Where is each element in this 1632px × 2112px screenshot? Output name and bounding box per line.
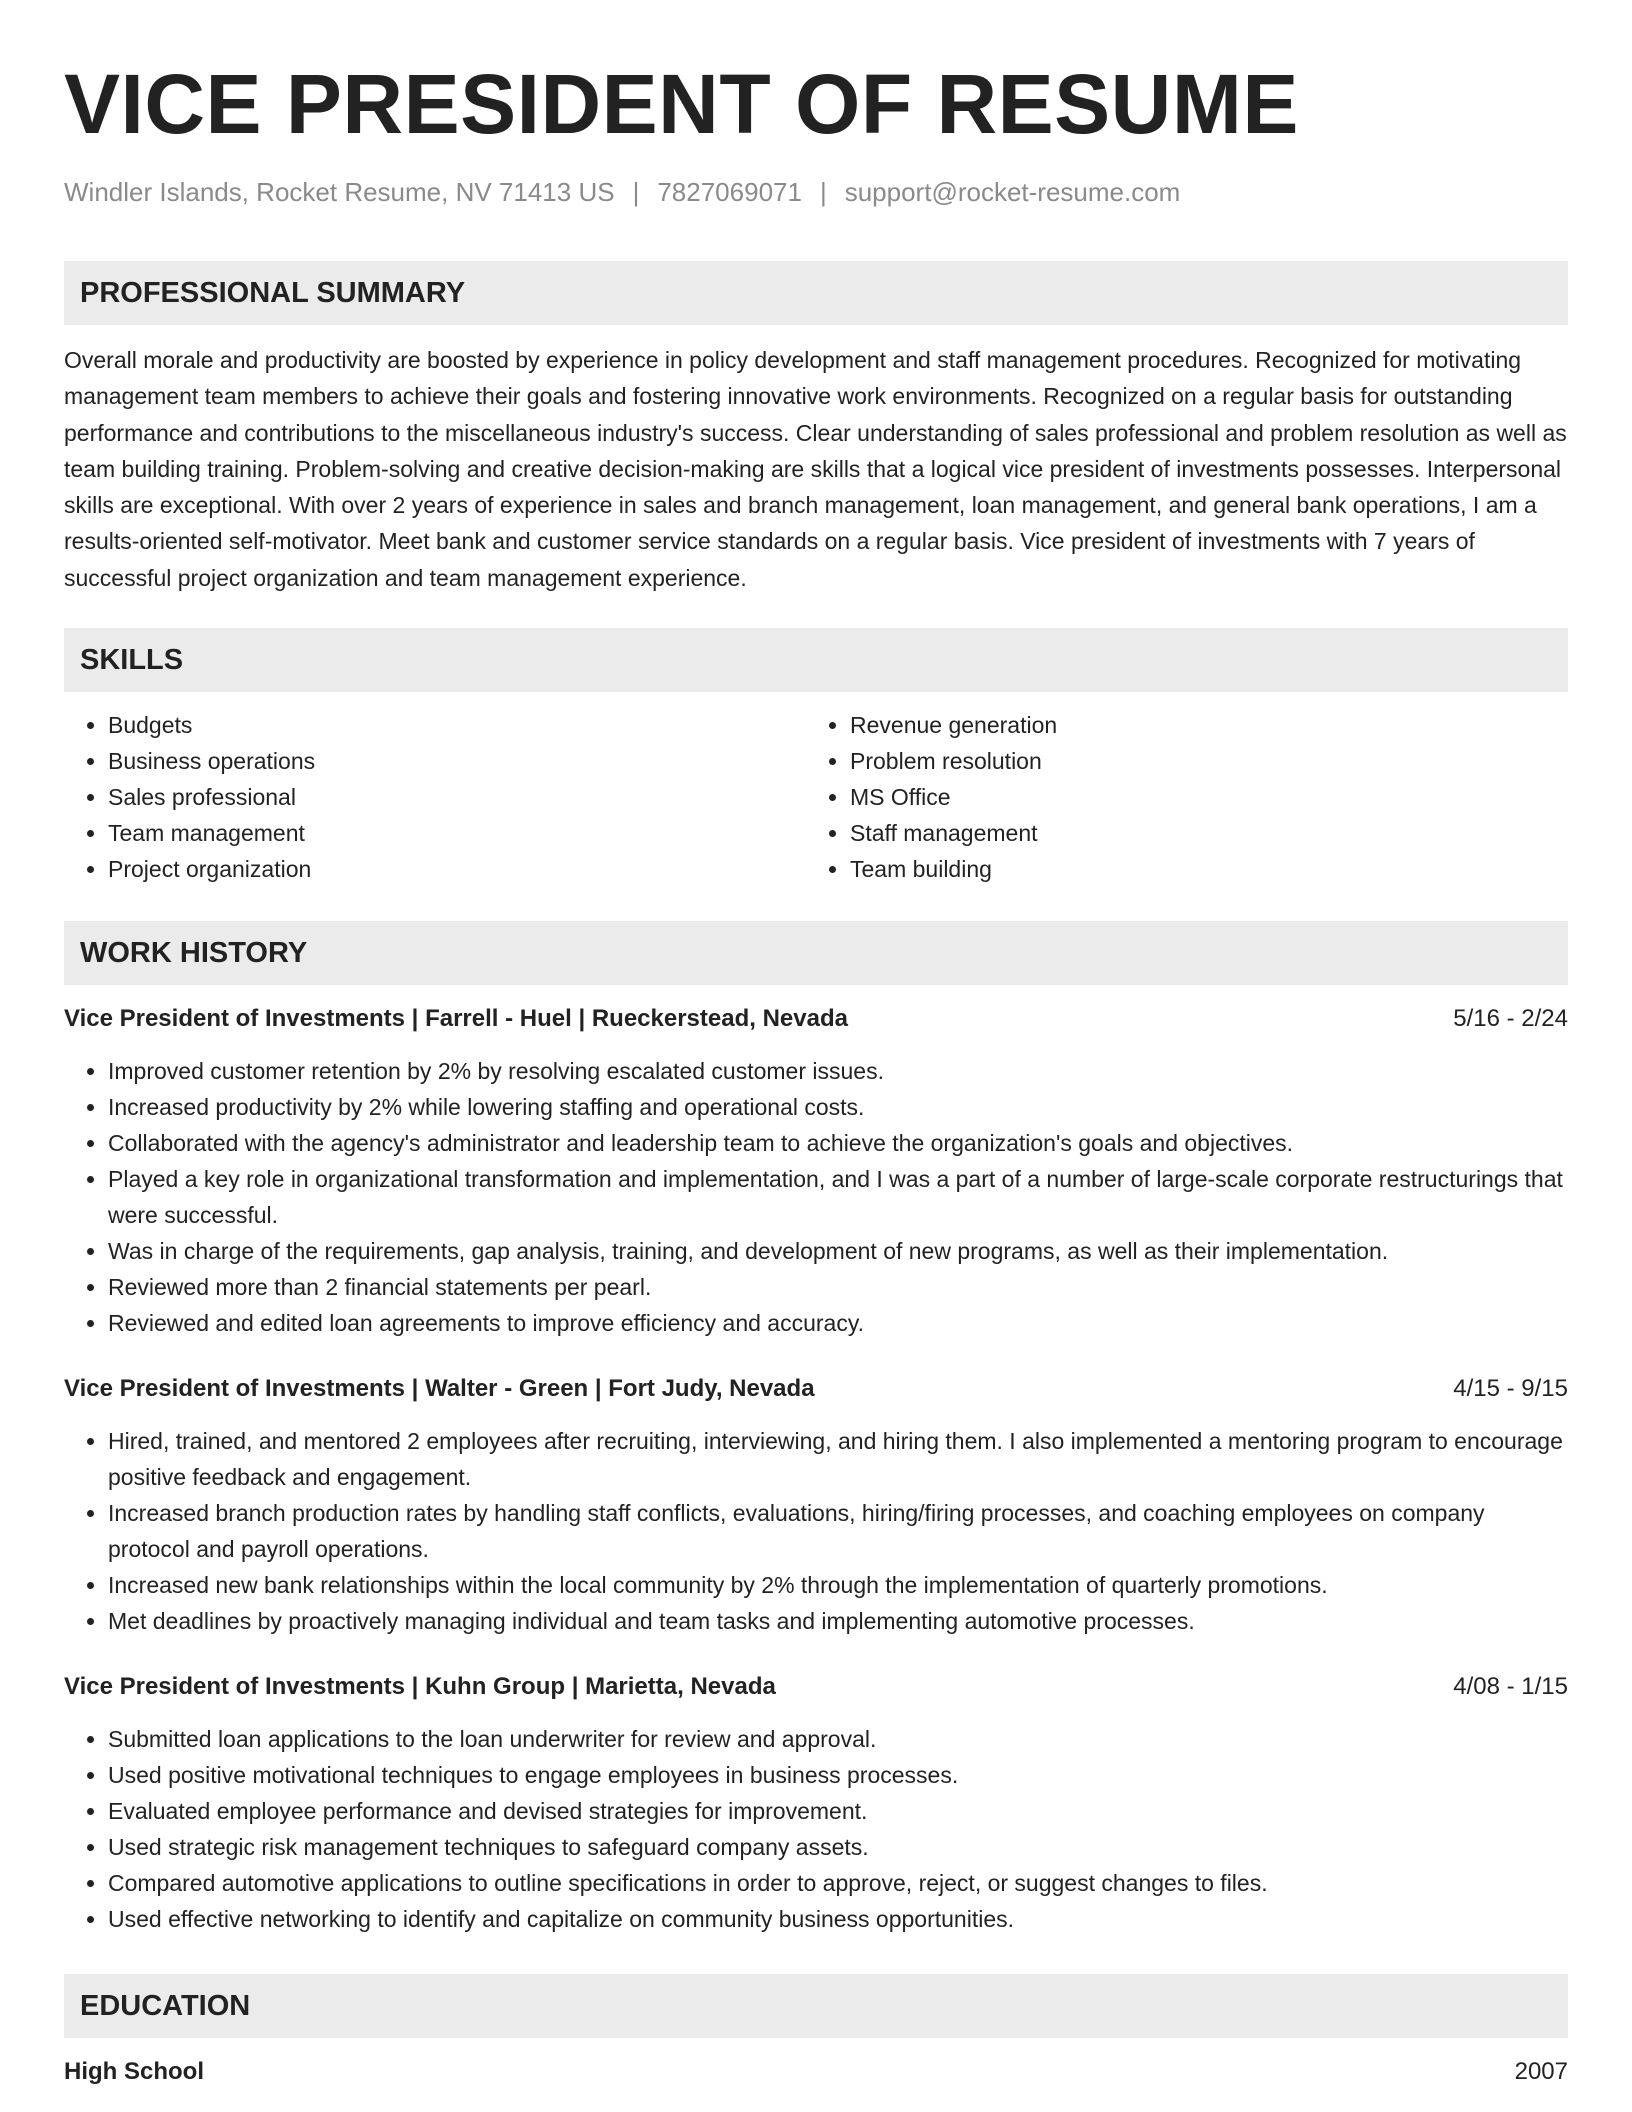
contact-line (64, 176, 1568, 208)
summary-section-header: PROFESSIONAL SUMMARY (64, 261, 1568, 325)
job-entry (64, 1373, 1568, 1639)
summary-text: Overall morale and productivity are boosted by experience in policy development and staff management procedures. Recognized for motivating management team members to achieve their goals and fostering innovative work environments. Recognized on a regular basis for outstanding performance and contributions to the miscellaneous industry's success. Clear understanding of sales professional and problem resolution as well as team building training. Problem-solving and creative decision-making are skills that a logical vice president of investments possesses. Interpersonal skills are exceptional. With over 2 years of experience in sales and branch management, loan management, and general bank operations, I am a results-oriented self-motivator. Meet bank and customer service standards on a regular basis. Vice president of investments with 7 years of successful project organization and team management experience. (64, 347, 1567, 591)
job-entry (64, 1671, 1568, 1937)
job-bullet: • Reviewed more than 2 financial statements per pearl. (108, 1269, 1568, 1305)
education-school: High School (64, 2058, 204, 2086)
skill-item: • Project organization (108, 851, 806, 887)
job-heading-row (64, 1003, 1568, 1035)
contact-separator: | (632, 177, 640, 207)
job-dates: 4/08 - 1/15 (1453, 1673, 1568, 1701)
job-title: Vice President of Investments | Kuhn Group | Marietta, Nevada (64, 1673, 776, 1701)
skills-column-left (64, 707, 806, 887)
candidate-name: VICE PRESIDENT OF RESUME (64, 57, 1299, 151)
job-entry (64, 1003, 1568, 1341)
skill-item: • Staff management (850, 815, 1548, 851)
skill-item: • Problem resolution (850, 743, 1548, 779)
job-bullet: • Improved customer retention by 2% by resolving escalated customer issues. (108, 1053, 1568, 1089)
work-history-section-header: WORK HISTORY (64, 921, 1568, 985)
education-section-header: EDUCATION (64, 1974, 1568, 2038)
contact-separator: | (819, 177, 827, 207)
skill-item: • Team building (850, 851, 1548, 887)
skill-item: • Revenue generation (850, 707, 1548, 743)
job-bullet: • Used effective networking to identify and capitalize on community business opportunities. (108, 1901, 1568, 1937)
job-bullet: • Used positive motivational techniques to engage employees in business processes. (108, 1757, 1568, 1793)
skills-column-right (806, 707, 1548, 887)
job-bullet: • Collaborated with the agency's administrator and leadership team to achieve the organization's goals and objectives. (108, 1125, 1568, 1161)
job-bullet: • Hired, trained, and mentored 2 employees after recruiting, interviewing, and hiring them. I also implemented a mentoring program to encourage positive feedback and engagement. (108, 1423, 1568, 1495)
job-heading-row (64, 1373, 1568, 1405)
skills-section-header: SKILLS (64, 628, 1568, 692)
job-dates: 5/16 - 2/24 (1453, 1005, 1568, 1033)
skill-item: • Team management (108, 815, 806, 851)
job-bullet: • Reviewed and edited loan agreements to improve efficiency and accuracy. (108, 1305, 1568, 1341)
job-bullet: • Increased productivity by 2% while lowering staffing and operational costs. (108, 1089, 1568, 1125)
skill-item: • MS Office (850, 779, 1548, 815)
contact-address: Windler Islands, Rocket Resume, NV 71413 US (64, 177, 615, 207)
job-bullets (64, 1721, 1568, 1937)
job-heading-row (64, 1671, 1568, 1703)
job-bullet: • Met deadlines by proactively managing individual and team tasks and implementing automotive processes. (108, 1603, 1568, 1639)
job-bullet: • Submitted loan applications to the loan underwriter for review and approval. (108, 1721, 1568, 1757)
job-bullet: • Increased branch production rates by handling staff conflicts, evaluations, hiring/firing processes, and coaching employees on company protocol and payroll operations. (108, 1495, 1568, 1567)
job-bullets (64, 1053, 1568, 1341)
job-bullet: • Played a key role in organizational transformation and implementation, and I was a part of a number of large-scale corporate restructurings that were successful. (108, 1161, 1568, 1233)
job-title: Vice President of Investments | Walter - Green | Fort Judy, Nevada (64, 1375, 815, 1403)
job-title: Vice President of Investments | Farrell - Huel | Rueckerstead, Nevada (64, 1005, 848, 1033)
skill-item: • Budgets (108, 707, 806, 743)
job-bullets (64, 1423, 1568, 1639)
job-bullet: • Was in charge of the requirements, gap analysis, training, and development of new programs, as well as their implementation. (108, 1233, 1568, 1269)
education-entry (64, 2056, 1568, 2088)
job-bullet: • Evaluated employee performance and devised strategies for improvement. (108, 1793, 1568, 1829)
job-dates: 4/15 - 9/15 (1453, 1375, 1568, 1403)
job-bullet: • Increased new bank relationships within the local community by 2% through the implementation of quarterly promotions. (108, 1567, 1568, 1603)
skill-item: • Sales professional (108, 779, 806, 815)
skills-list (64, 707, 1568, 887)
skill-item: • Business operations (108, 743, 806, 779)
education-year: 2007 (1514, 2058, 1568, 2086)
job-bullet: • Used strategic risk management techniques to safeguard company assets. (108, 1829, 1568, 1865)
contact-email: support@rocket-resume.com (844, 177, 1181, 207)
contact-phone: 7827069071 (657, 177, 802, 207)
job-bullet: • Compared automotive applications to outline specifications in order to approve, reject, or suggest changes to files. (108, 1865, 1568, 1901)
